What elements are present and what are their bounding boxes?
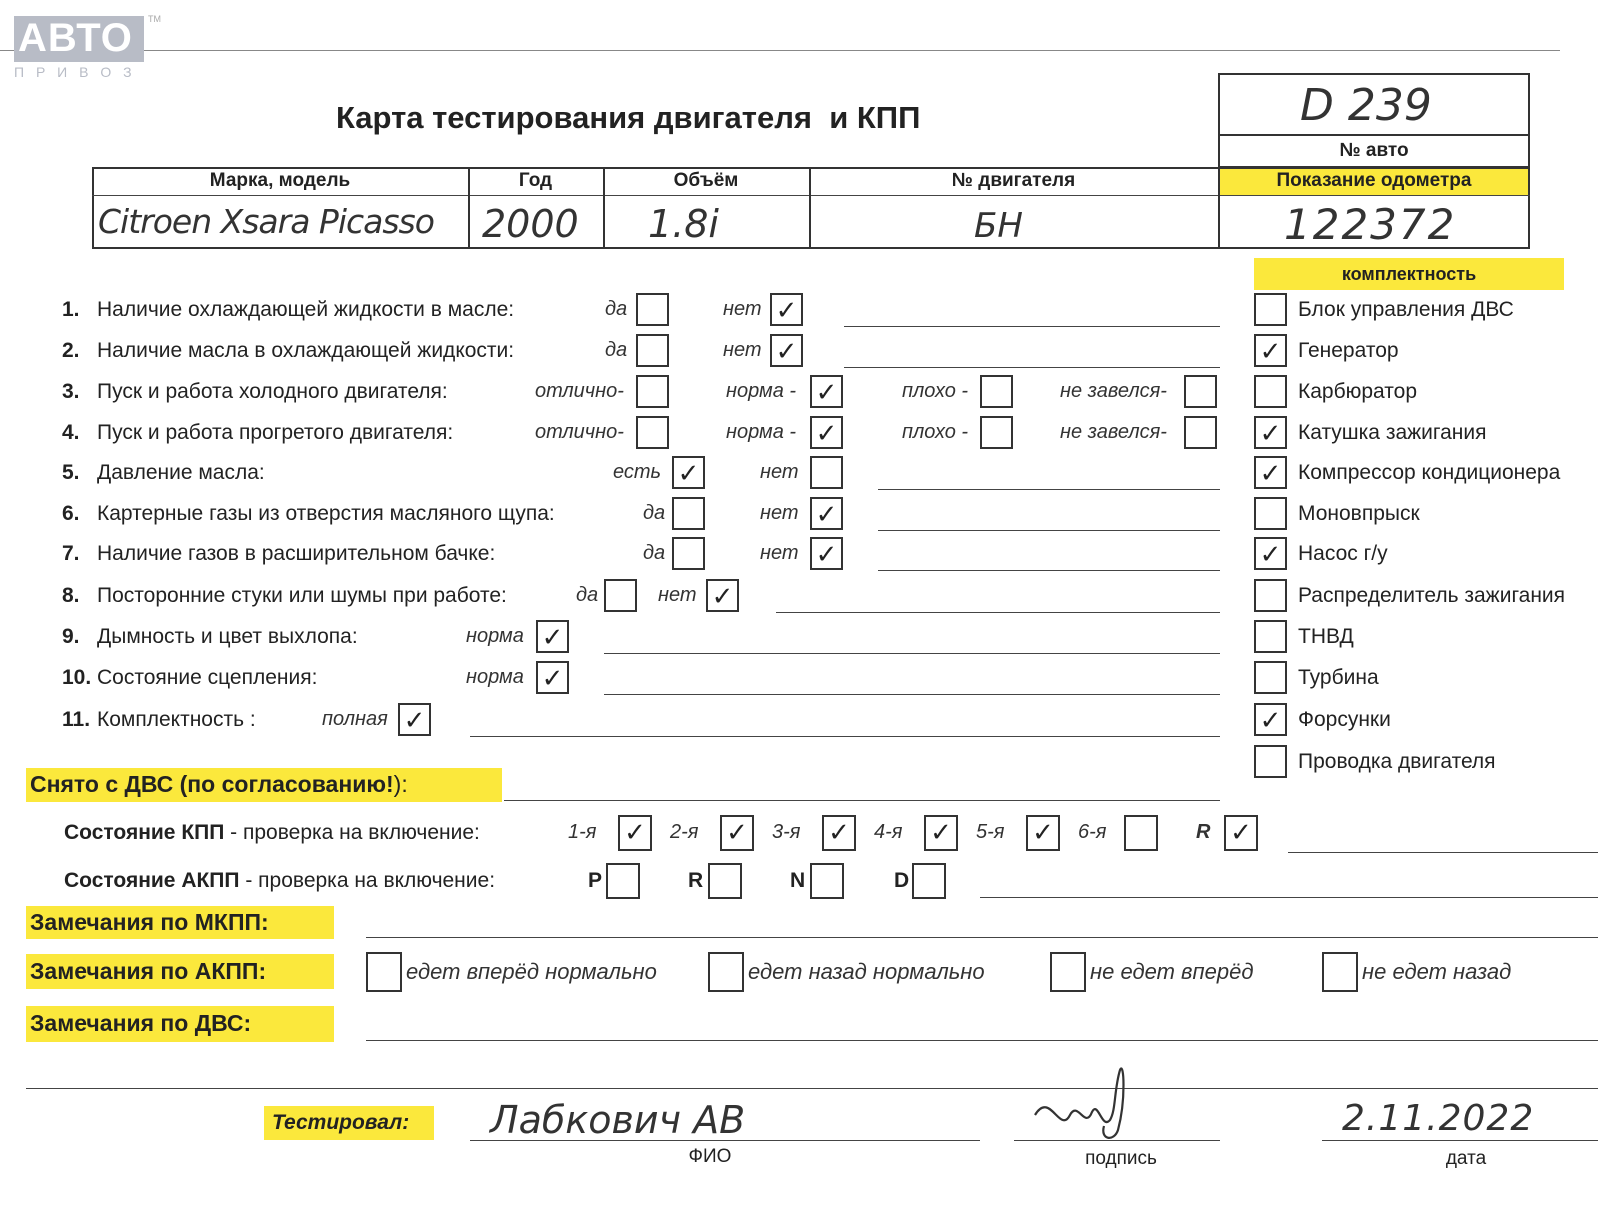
gear-checkbox[interactable]: ✓ xyxy=(1026,815,1060,851)
mode-label: R xyxy=(688,869,704,892)
kit-checkbox[interactable]: ✓ xyxy=(1254,537,1287,570)
answer-line[interactable] xyxy=(878,570,1220,571)
option-checkbox[interactable] xyxy=(980,416,1013,449)
kit-item-label: Карбюратор xyxy=(1298,380,1418,403)
value-engine-no: БН xyxy=(974,206,1023,246)
option-label: да xyxy=(643,542,666,564)
option-checkbox[interactable]: ✓ xyxy=(706,579,739,612)
option-checkbox[interactable]: ✓ xyxy=(810,537,843,570)
mode-label: P xyxy=(588,869,603,892)
option-checkbox[interactable] xyxy=(810,456,843,489)
question-text: Картерные газы из отверстия масляного щупа: xyxy=(97,502,555,525)
logo xyxy=(14,14,161,82)
kit-checkbox[interactable] xyxy=(1254,745,1287,778)
question-number: 1. xyxy=(62,298,80,321)
question-text: Наличие масла в охлаждающей жидкости: xyxy=(97,339,515,362)
question-text: Пуск и работа холодного двигателя: xyxy=(97,380,448,403)
answer-line[interactable] xyxy=(604,653,1220,654)
akpp-line[interactable] xyxy=(980,897,1598,898)
kit-item-label: Форсунки xyxy=(1298,708,1391,731)
akpp-remark-label: едет вперёд нормально xyxy=(406,959,657,984)
gear-checkbox[interactable]: ✓ xyxy=(720,815,754,851)
car-number-label: № авто xyxy=(1339,140,1409,161)
option-label: нет xyxy=(658,584,697,606)
kit-checkbox[interactable] xyxy=(1254,497,1287,530)
kit-item-label: Насос г/у xyxy=(1298,542,1388,565)
question-number: 11. xyxy=(62,708,91,731)
option-checkbox[interactable] xyxy=(636,293,669,326)
header-model: Марка, модель xyxy=(209,170,351,191)
date-caption: дата xyxy=(1445,1148,1487,1169)
option-label: нет xyxy=(760,461,799,483)
option-checkbox[interactable]: ✓ xyxy=(536,620,569,653)
signature-line[interactable] xyxy=(1014,1140,1220,1141)
gear-label: 4-я xyxy=(874,821,903,843)
kit-header: комплектность xyxy=(1341,264,1477,284)
option-checkbox[interactable]: ✓ xyxy=(770,293,803,326)
akpp-remark-label: едет назад нормально xyxy=(748,959,985,984)
option-checkbox[interactable] xyxy=(672,537,705,570)
mode-checkbox[interactable] xyxy=(606,863,640,899)
separator-line xyxy=(26,1088,1598,1089)
mode-label: D xyxy=(894,869,910,892)
answer-line[interactable] xyxy=(844,367,1220,368)
kit-item-label: Блок управления ДВС xyxy=(1298,298,1514,321)
option-label: отлично- xyxy=(535,421,624,443)
kit-item-label: Распределитель зажигания xyxy=(1298,584,1566,607)
gear-label: 5-я xyxy=(976,821,1005,843)
page-title: Карта тестирования двигателя и КПП xyxy=(336,100,921,135)
akpp-label-bold: Состояние АКПП xyxy=(64,869,240,892)
table-divider xyxy=(92,195,1530,196)
signature xyxy=(1030,1060,1150,1150)
answer-line[interactable] xyxy=(878,530,1220,531)
option-checkbox[interactable] xyxy=(636,416,669,449)
logo-brand: АВТО xyxy=(14,16,144,62)
header-engine-no: № двигателя xyxy=(951,170,1076,191)
question-number: 6. xyxy=(62,502,80,525)
top-rule xyxy=(0,50,1560,51)
gear-label: 3-я xyxy=(772,821,801,843)
option-label: норма - xyxy=(726,380,797,402)
kit-item-label: Компрессор кондиционера xyxy=(1298,461,1561,484)
kit-checkbox[interactable] xyxy=(1254,375,1287,408)
kpp-label-bold: Состояние КПП xyxy=(64,821,225,844)
kpp-label-rest: - проверка на включение: xyxy=(224,821,480,844)
header-year: Год xyxy=(518,170,553,191)
answer-line[interactable] xyxy=(878,489,1220,490)
answer-line[interactable] xyxy=(470,736,1220,737)
kit-checkbox[interactable]: ✓ xyxy=(1254,416,1287,449)
gear-checkbox[interactable]: ✓ xyxy=(618,815,652,851)
removed-line[interactable] xyxy=(504,800,1220,801)
gear-checkbox[interactable]: ✓ xyxy=(822,815,856,851)
name-caption: ФИО xyxy=(688,1146,732,1167)
option-label: да xyxy=(576,584,599,606)
question-number: 9. xyxy=(62,625,80,648)
kit-item-label: ТНВД xyxy=(1298,625,1354,648)
option-label: нет xyxy=(723,298,762,320)
answer-line[interactable] xyxy=(604,694,1220,695)
gear-checkbox[interactable]: ✓ xyxy=(1224,815,1258,851)
option-checkbox[interactable]: ✓ xyxy=(536,661,569,694)
akpp-remark-checkbox[interactable] xyxy=(366,952,402,992)
tester-name: Лабкович АВ xyxy=(490,1098,746,1142)
option-checkbox[interactable] xyxy=(1184,416,1217,449)
question-text: Наличие газов в расширительном бачке: xyxy=(97,542,496,565)
mode-checkbox[interactable] xyxy=(708,863,742,899)
akpp-remark-checkbox[interactable] xyxy=(1322,952,1358,992)
option-checkbox[interactable] xyxy=(1184,375,1217,408)
kit-checkbox[interactable] xyxy=(1254,579,1287,612)
question-text: Посторонние стуки или шумы при работе: xyxy=(97,584,507,607)
question-number: 4. xyxy=(62,421,80,444)
date-value: 2.11.2022 xyxy=(1342,1098,1535,1139)
kit-checkbox[interactable]: ✓ xyxy=(1254,456,1287,489)
date-line[interactable] xyxy=(1322,1140,1598,1141)
kpp-label xyxy=(64,821,480,845)
name-line[interactable] xyxy=(470,1140,980,1141)
question-text: Наличие охлаждающей жидкости в масле: xyxy=(97,298,515,321)
kit-checkbox[interactable] xyxy=(1254,661,1287,694)
kit-checkbox[interactable] xyxy=(1254,620,1287,653)
option-label: нет xyxy=(723,339,762,361)
option-label: да xyxy=(605,339,628,361)
remarks-akpp-label: Замечания по АКПП: xyxy=(30,958,267,984)
value-model: Citroen Xsara Picasso xyxy=(98,202,434,241)
value-year: 2000 xyxy=(482,202,579,246)
removed-label-bold: Снято с ДВС (по согласованию! xyxy=(30,771,394,797)
gear-label: 1-я xyxy=(568,821,597,843)
option-label: норма - xyxy=(726,421,797,443)
gear-label: 6-я xyxy=(1078,821,1107,843)
answer-line[interactable] xyxy=(776,612,1220,613)
option-checkbox[interactable]: ✓ xyxy=(398,703,431,736)
question-number: 7. xyxy=(62,542,80,565)
removed-label xyxy=(30,771,408,798)
car-number-value: D 239 xyxy=(1300,80,1432,131)
value-volume: 1.8i xyxy=(648,202,719,246)
remarks-mkpp-line[interactable] xyxy=(366,937,1598,938)
kit-item-label: Турбина xyxy=(1298,666,1379,689)
question-text: Пуск и работа прогретого двигателя: xyxy=(97,421,454,444)
option-label: отлично- xyxy=(535,380,624,402)
gear-checkbox[interactable]: ✓ xyxy=(924,815,958,851)
question-number: 10. xyxy=(62,666,92,689)
option-checkbox[interactable]: ✓ xyxy=(770,334,803,367)
option-checkbox[interactable] xyxy=(636,375,669,408)
kpp-line[interactable] xyxy=(1288,852,1598,853)
question-number: 8. xyxy=(62,584,80,607)
signature-caption: подпись xyxy=(1085,1148,1157,1169)
option-label: есть xyxy=(613,461,662,483)
akpp-remark-checkbox[interactable] xyxy=(708,952,744,992)
option-checkbox[interactable] xyxy=(672,497,705,530)
kit-item-label: Моновпрыск xyxy=(1298,502,1420,525)
logo-sub: П Р И В О З xyxy=(14,64,136,80)
header-odometer: Показание одометра xyxy=(1276,170,1472,191)
option-label: не завелся- xyxy=(1060,421,1167,443)
remarks-dvs-label: Замечания по ДВС: xyxy=(30,1010,252,1036)
question-text: Дымность и цвет выхлопа: xyxy=(97,625,358,648)
question-number: 2. xyxy=(62,339,80,362)
gear-label: 2-я xyxy=(670,821,699,843)
kit-item-label: Генератор xyxy=(1298,339,1399,362)
question-text: Давление масла: xyxy=(97,461,265,484)
option-label: да xyxy=(643,502,666,524)
mode-checkbox[interactable] xyxy=(810,863,844,899)
option-label: полная xyxy=(322,708,388,730)
kit-item-label: Катушка зажигания xyxy=(1298,421,1487,444)
option-checkbox[interactable] xyxy=(604,579,637,612)
akpp-remark-checkbox[interactable] xyxy=(1050,952,1086,992)
removed-label-tail: ): xyxy=(393,771,408,797)
option-label: плохо - xyxy=(902,421,969,443)
option-label: норма xyxy=(466,666,524,688)
gear-label: R xyxy=(1196,821,1211,843)
answer-line[interactable] xyxy=(844,326,1220,327)
gear-checkbox[interactable] xyxy=(1124,815,1158,851)
logo-tm: TM xyxy=(148,14,161,24)
remarks-dvs-line[interactable] xyxy=(366,1040,1598,1041)
kit-checkbox[interactable]: ✓ xyxy=(1254,334,1287,367)
option-label: нет xyxy=(760,542,799,564)
option-label: норма xyxy=(466,625,524,647)
question-number: 3. xyxy=(62,380,80,403)
akpp-label-rest: - проверка на включение: xyxy=(239,869,496,892)
kit-checkbox[interactable]: ✓ xyxy=(1254,703,1287,736)
mode-label: N xyxy=(790,869,806,892)
question-number: 5. xyxy=(62,461,80,484)
question-text: Комплектность : xyxy=(97,708,256,731)
option-checkbox[interactable]: ✓ xyxy=(810,416,843,449)
tested-label: Тестировал: xyxy=(272,1111,410,1134)
akpp-label xyxy=(64,869,495,893)
option-checkbox[interactable] xyxy=(980,375,1013,408)
question-text: Состояние сцепления: xyxy=(97,666,318,689)
mode-checkbox[interactable] xyxy=(912,863,946,899)
option-label: да xyxy=(605,298,628,320)
kit-item-label: Проводка двигателя xyxy=(1298,750,1496,773)
option-label: не завелся- xyxy=(1060,380,1167,402)
option-label: нет xyxy=(760,502,799,524)
header-volume: Объём xyxy=(673,170,739,191)
value-odometer: 122372 xyxy=(1284,200,1457,249)
option-checkbox[interactable]: ✓ xyxy=(672,456,705,489)
option-checkbox[interactable]: ✓ xyxy=(810,375,843,408)
akpp-remark-label: не едет вперёд xyxy=(1090,959,1254,984)
remarks-mkpp-label: Замечания по МКПП: xyxy=(30,909,269,935)
option-checkbox[interactable] xyxy=(636,334,669,367)
kit-checkbox[interactable] xyxy=(1254,293,1287,326)
option-checkbox[interactable]: ✓ xyxy=(810,497,843,530)
akpp-remark-label: не едет назад xyxy=(1362,959,1512,984)
option-label: плохо - xyxy=(902,380,969,402)
